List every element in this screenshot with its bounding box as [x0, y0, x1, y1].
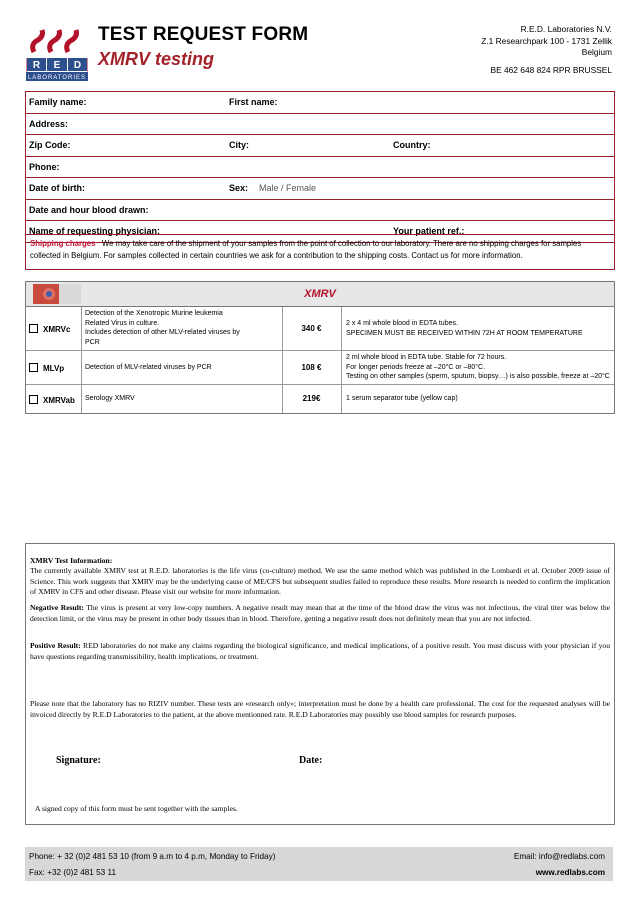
- form-title: TEST REQUEST FORM: [98, 24, 309, 45]
- test-code: MLVp: [43, 364, 65, 373]
- xmrv-table-header: [26, 282, 614, 307]
- test-description: [85, 363, 278, 373]
- vat-number: BE 462 648 824 RPR BRUSSEL: [490, 65, 612, 75]
- footer-email[interactable]: Email: info@redlabs.com: [513, 852, 605, 861]
- spec-line: 2 x 4 ml whole blood in EDTA tubes.: [346, 320, 458, 327]
- info-heading: XMRV Test Information:: [30, 556, 113, 565]
- test-description: [85, 394, 278, 404]
- svg-text:D: D: [73, 60, 82, 71]
- desc-line: Related Virus in culture.: [85, 319, 160, 327]
- checkbox-icon[interactable]: [29, 324, 38, 333]
- patient-ref-field[interactable]: Your patient ref.:: [393, 226, 465, 236]
- logo-graphic: [26, 26, 88, 81]
- test-price: 108 €: [301, 363, 322, 372]
- test-row-xmrvc: [26, 307, 614, 351]
- shipping-label: Shipping charges: [30, 239, 96, 248]
- sex-label: Sex:: [229, 183, 249, 193]
- spec-line: 1 serum separator tube (yellow cap): [346, 395, 458, 402]
- test-price: 340 €: [301, 324, 322, 333]
- family-name-field[interactable]: Family name:: [29, 97, 87, 107]
- test-code: XMRVc: [43, 325, 71, 334]
- desc-line: Includes detection of other MLV-related viruses by: [85, 329, 240, 336]
- info-intro: The currently available XMRV test at R.E.D. laboratories is the life virus (co-culture) method. We use the same method which was published in the Lombardi et al. October 2009 issue of Science. This work suggests that XMRV may be the underlying cause of ME/CFS but subsequent studies failed to reproduce these results. More research is needed to confirm the implication of XMRV in CFS and other disease. Please visit our website for more information.: [30, 566, 610, 597]
- sample-requirements: [346, 394, 610, 404]
- city-field[interactable]: City:: [229, 140, 249, 150]
- patient-details-table: [25, 91, 615, 243]
- test-price: 219€: [302, 394, 321, 403]
- row-address: [26, 114, 614, 136]
- company-name: R.E.D. Laboratories N.V.: [520, 24, 612, 34]
- logo-text: LABORATORIES: [27, 75, 87, 81]
- checkbox-icon[interactable]: [29, 395, 38, 404]
- negative-result: [30, 603, 610, 624]
- desc-line: Detection of the Xenotropic Murine leukemia: [85, 310, 223, 317]
- row-phone: [26, 157, 614, 179]
- date-of-birth-field[interactable]: Date of birth:: [29, 183, 85, 193]
- row-blood-drawn: [26, 200, 614, 222]
- spec-line: SPECIMEN MUST BE RECEIVED WITHIN 72H AT ROOM TEMPERATURE: [346, 329, 583, 337]
- test-information-box: [25, 543, 615, 825]
- footer-fax: Fax: +32 (0)2 481 53 11: [29, 868, 117, 877]
- shipping-charges-box: [25, 234, 615, 270]
- test-description: [85, 309, 278, 347]
- sample-requirements: [346, 319, 610, 338]
- spec-line: Testing on other samples (sperm, sputum, biopsy…) is also possible, freeze at –20°C: [346, 373, 610, 380]
- positive-label: Positive Result:: [30, 641, 81, 650]
- test-row-xmrvab: [26, 385, 614, 413]
- positive-result: [30, 641, 610, 662]
- checkbox-icon[interactable]: [29, 363, 38, 372]
- xmrvab-checkbox[interactable]: [29, 395, 75, 406]
- spec-line: 2 ml whole blood in EDTA tube. Stable for 72 hours.: [346, 354, 507, 361]
- country-field[interactable]: Country:: [393, 140, 431, 150]
- test-code: XMRVab: [43, 396, 75, 405]
- footer-phone: Phone: + 32 (0)2 481 53 10 (from 9 a.m to 4 p.m, Monday to Friday): [29, 852, 276, 861]
- contact-footer: [25, 847, 613, 881]
- shipping-text: We may take care of the shipment of your samples from the point of collection to our laboratory. There are no shipping charges for samples collected in Belgium. For samples collected in certain countries we ask for a contribution to the shipping costs. Contact us for more information.: [30, 239, 582, 260]
- company-country: Belgium: [581, 47, 612, 57]
- company-address: [481, 24, 612, 59]
- signature-field[interactable]: Signature:: [56, 755, 101, 766]
- desc-line: Serology XMRV: [85, 395, 135, 402]
- negative-text: The virus is present at very low-copy numbers. A negative result may mean that at the time of the blood draw the virus was not infectious, the viral titer was below the detection limit, or the virus may be present in other body tissues than in blood. Therefore, getting a negative result does not definitely mean that you are not infected.: [30, 603, 610, 623]
- form-subtitle: XMRV testing: [98, 49, 215, 69]
- red-laboratories-logo: [26, 26, 88, 81]
- riziv-notice: Please note that the laboratory has no RIZIV number. These tests are «research only»; interpretation must be done by a health care professional. The cost for the requested analyses will be invoiced directly by R.E.D Laboratories to the patient, at the above mentionned rate. R.E.D Laboratories may possibly use blood samples for research purposes.: [30, 699, 610, 719]
- mlvp-checkbox[interactable]: [29, 363, 64, 374]
- svg-text:E: E: [53, 60, 61, 71]
- xmrv-table-title: XMRV: [304, 288, 336, 300]
- svg-text:R: R: [32, 60, 41, 71]
- zip-code-field[interactable]: Zip Code:: [29, 140, 71, 150]
- spec-line: For longer periods freeze at –20°C or –80°C.: [346, 363, 486, 371]
- sample-requirements: [346, 353, 610, 382]
- company-street: Z.1 Researchpark 100 - 1731 Zellik: [481, 35, 612, 46]
- footer-website[interactable]: www.redlabs.com: [535, 868, 605, 877]
- row-name: [26, 92, 614, 114]
- row-dob: [26, 178, 614, 200]
- signed-copy-note: A signed copy of this form must be sent together with the samples.: [35, 804, 238, 813]
- sex-options[interactable]: Male / Female: [259, 183, 317, 193]
- negative-label: Negative Result:: [30, 603, 84, 612]
- address-field[interactable]: Address:: [29, 118, 69, 129]
- first-name-field[interactable]: First name:: [229, 97, 278, 107]
- xmrv-test-table: [25, 281, 615, 414]
- date-field[interactable]: Date:: [299, 755, 323, 766]
- positive-text: RED laboratories do not make any claims regarding the biological significance, and medical implications, of a positive result. You must discuss with your physician if you have questions regarding transmissibility, health implications, or treatment.: [30, 641, 611, 661]
- blood-drawn-field[interactable]: Date and hour blood drawn:: [29, 204, 149, 215]
- xmrvc-checkbox[interactable]: [29, 324, 70, 335]
- row-location: [26, 135, 614, 157]
- test-row-mlvp: [26, 351, 614, 385]
- desc-line: Detection of MLV-related viruses by PCR: [85, 364, 212, 371]
- physician-field[interactable]: Name of requesting physician:: [29, 226, 161, 236]
- phone-field[interactable]: Phone:: [29, 161, 60, 172]
- desc-line: PCR: [85, 338, 100, 346]
